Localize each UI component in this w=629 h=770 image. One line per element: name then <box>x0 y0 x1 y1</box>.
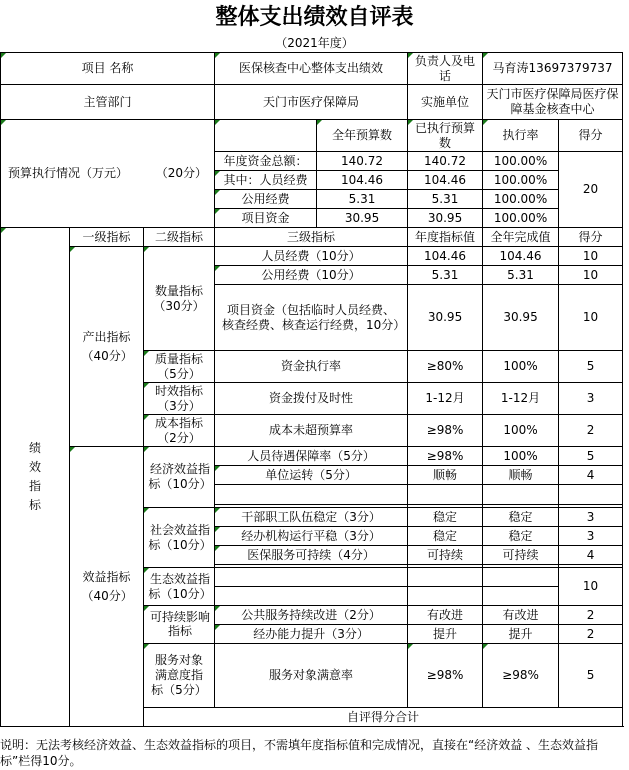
budget-score: 20 <box>559 152 623 228</box>
sustain-label <box>144 606 215 644</box>
page-title: 整体支出绩效自评表 <box>215 4 414 30</box>
indicator-score: 10 <box>559 247 623 266</box>
indicator-actual: 100% <box>483 351 559 383</box>
indicator-name: 单位运转（5分） <box>215 466 408 485</box>
indicator-name: 人员经费（10分） <box>215 247 408 266</box>
header-score: 得分 <box>559 228 623 247</box>
cost-label <box>144 415 215 447</box>
dept-value: 天门市医疗保障局 <box>215 85 408 120</box>
person-value: 马育涛13697379737 <box>483 53 623 85</box>
indicator-actual: 100% <box>483 447 559 466</box>
effect-level1-text: 效益指标（40分） <box>81 569 133 603</box>
output-level1-text: 产出指标（40分） <box>81 329 133 363</box>
budget-row-rate: 100.00% <box>483 190 559 209</box>
indicator-name: 资金执行率 <box>215 351 408 383</box>
budget-row-name: 年度资金总额： <box>215 152 317 171</box>
indicator-score: 10 <box>559 266 623 285</box>
indicator-name: 资金拨付及时性 <box>215 383 408 415</box>
indicator-target: 顺畅 <box>408 466 483 485</box>
indicator-name: 人员待遇保障率（5分） <box>215 447 408 466</box>
header-level2: 二级指标 <box>144 228 215 247</box>
budget-header-annual: 全年预算数 <box>317 120 408 152</box>
header-actual: 全年完成值 <box>483 228 559 247</box>
social-label-text: 社会效益指标（10分） <box>148 522 212 552</box>
indicator-target: ≥98% <box>408 644 483 708</box>
indicator-target: 5.31 <box>408 266 483 285</box>
indicator-target: ≥98% <box>408 447 483 466</box>
indicator-score: 5 <box>559 644 623 708</box>
budget-row-rate: 100.00% <box>483 171 559 190</box>
economic-label <box>144 447 215 508</box>
budget-row-name: 项目资金 <box>215 209 317 228</box>
effect-level1 <box>70 447 144 727</box>
indicator-score: 2 <box>559 625 623 644</box>
project-name-label: 项目 名称 <box>1 53 215 85</box>
budget-label-text: 预算执行情况（万元） <box>8 166 129 180</box>
indicator-name: 经办机构运行平稳（3分） <box>215 527 408 546</box>
indicator-target: 有改进 <box>408 606 483 625</box>
indicator-actual: 有改进 <box>483 606 559 625</box>
indicator-actual: 100% <box>483 415 559 447</box>
indicator-score: 3 <box>559 508 623 527</box>
perf-label-text: 绩效指标 <box>28 441 41 512</box>
timeliness-label <box>144 383 215 415</box>
indicator-actual: 104.46 <box>483 247 559 266</box>
header-level1: 一级指标 <box>70 228 144 247</box>
eco-label <box>144 568 215 606</box>
quantity-label <box>144 247 215 351</box>
budget-label <box>1 120 215 228</box>
footnote: 说明：无法考核经济效益、生态效益指标的项目，不需填年度指标值和完成情况，直接在“经济效益 、生态效益指标”栏得10分。 <box>0 738 599 768</box>
indicator-score: 4 <box>559 466 623 485</box>
indicator-target: 104.46 <box>408 247 483 266</box>
indicator-score: 2 <box>559 415 623 447</box>
indicator-actual: 可持续 <box>483 546 559 565</box>
indicator-target: 1-12月 <box>408 383 483 415</box>
indicator-target: ≥80% <box>408 351 483 383</box>
budget-row-executed: 5.31 <box>408 190 483 209</box>
indicator-target: 可持续 <box>408 546 483 565</box>
budget-row-name: 其中：人员经费 <box>215 171 317 190</box>
quality-label <box>144 351 215 383</box>
indicator-score: 5 <box>559 447 623 466</box>
indicator-actual: 30.95 <box>483 285 559 351</box>
economic-label-text: 经济效益指标（10分） <box>148 462 212 491</box>
indicator-name-text: 项目资金（包括临时人员经费、核查经费、核查运行经费，10分） <box>222 302 406 332</box>
sustain-label-text: 可持续影响指标 <box>149 609 210 638</box>
eco-label-text: 生态效益指标（10分） <box>148 571 212 601</box>
indicator-actual: ≥98% <box>483 644 559 708</box>
budget-row-executed: 104.46 <box>408 171 483 190</box>
total-label: 自评得分合计 <box>144 708 623 727</box>
satisfaction-label <box>144 644 215 708</box>
budget-row-budget: 30.95 <box>317 209 408 228</box>
indicator-name: 服务对象满意率 <box>215 644 408 708</box>
budget-row-executed: 140.72 <box>408 152 483 171</box>
indicator-name: 公用经费（10分） <box>215 266 408 285</box>
indicator-target: 稳定 <box>408 508 483 527</box>
dept-label: 主管部门 <box>1 85 215 120</box>
indicator-actual: 顺畅 <box>483 466 559 485</box>
budget-row-rate: 100.00% <box>483 152 559 171</box>
evaluation-table <box>0 52 623 727</box>
indicator-name: 公共服务持续改进（2分） <box>215 606 408 625</box>
budget-row-executed: 30.95 <box>408 209 483 228</box>
social-label <box>144 508 215 568</box>
indicator-actual: 稳定 <box>483 508 559 527</box>
quantity-label-text: 数量指标（30分） <box>153 283 205 313</box>
indicator-target: 提升 <box>408 625 483 644</box>
indicator-score: 3 <box>559 527 623 546</box>
indicator-name: 干部职工队伍稳定（3分） <box>215 508 408 527</box>
output-level1 <box>70 247 144 447</box>
person-label: 负责人及电话 <box>408 53 483 85</box>
indicator-actual: 5.31 <box>483 266 559 285</box>
budget-row-name: 公用经费 <box>215 190 317 209</box>
report-year: （2021年度） <box>275 36 354 50</box>
perf-label <box>1 228 70 727</box>
indicator-score: 5 <box>559 351 623 383</box>
budget-row-rate: 100.00% <box>483 209 559 228</box>
indicator-score: 10 <box>559 285 623 351</box>
indicator-target: 稳定 <box>408 527 483 546</box>
budget-header-executed: 已执行预算数 <box>408 120 483 152</box>
indicator-name: 成本未超预算率 <box>215 415 408 447</box>
indicator-score: 4 <box>559 546 623 565</box>
indicator-actual: 稳定 <box>483 527 559 546</box>
header-level3: 三级指标 <box>215 228 408 247</box>
indicator-name: 经办能力提升（3分） <box>215 625 408 644</box>
indicator-name <box>215 285 408 351</box>
header-target: 年度指标值 <box>408 228 483 247</box>
quality-label-text: 质量指标（5分） <box>154 351 203 381</box>
project-name-value: 医保核查中心整体支出绩效 <box>215 53 408 85</box>
timeliness-label-text: 时效指标（3分） <box>154 383 203 413</box>
impl-label: 实施单位 <box>408 85 483 120</box>
satisfaction-label-text: 服务对象满意度指标（5分） <box>151 653 207 697</box>
budget-header-rate: 执行率 <box>483 120 559 152</box>
budget-row-budget: 140.72 <box>317 152 408 171</box>
indicator-score: 2 <box>559 606 623 625</box>
indicator-actual: 提升 <box>483 625 559 644</box>
budget-weight: （20分） <box>155 166 207 180</box>
indicator-target: ≥98% <box>408 415 483 447</box>
indicator-target: 30.95 <box>408 285 483 351</box>
eco-score: 10 <box>559 568 623 606</box>
indicator-name: 医保服务可持续（4分） <box>215 546 408 565</box>
budget-row-budget: 104.46 <box>317 171 408 190</box>
indicator-score: 3 <box>559 383 623 415</box>
budget-header-score: 得分 <box>559 120 623 152</box>
cost-label-text: 成本指标（2分） <box>154 415 203 445</box>
impl-value: 天门市医疗保障局医疗保障基金核查中心 <box>483 85 623 120</box>
budget-row-budget: 5.31 <box>317 190 408 209</box>
indicator-actual: 1-12月 <box>483 383 559 415</box>
